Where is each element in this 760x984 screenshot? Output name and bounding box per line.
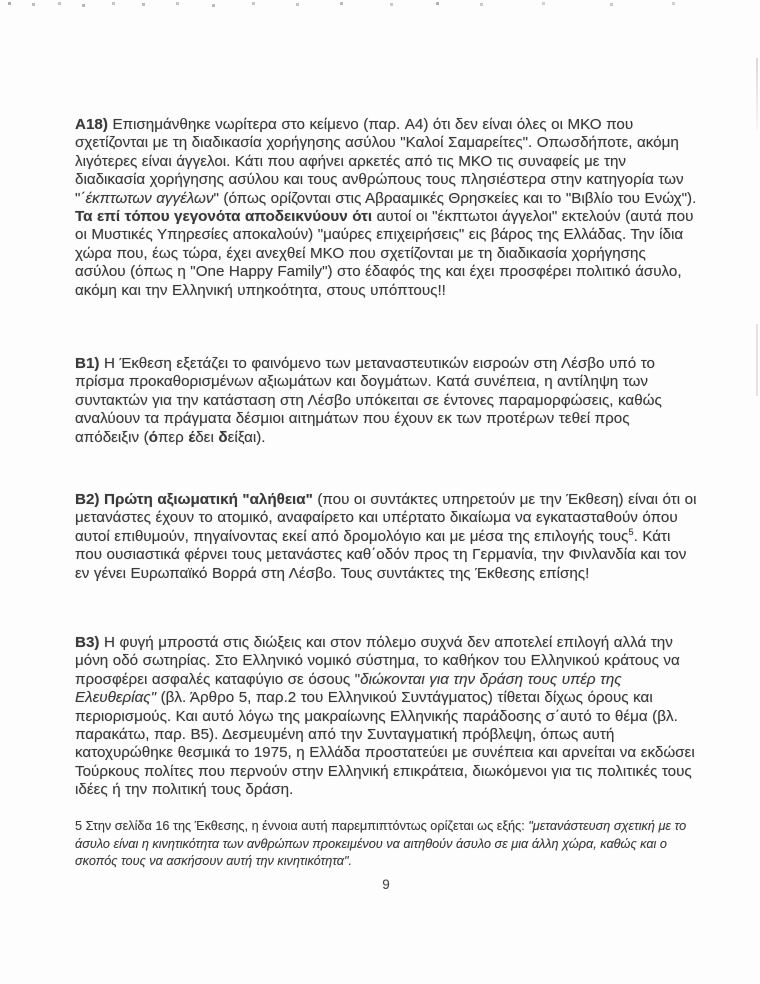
text-segment-normal: δει — [195, 428, 219, 446]
text-segment-normal: αυτοί οι "έκπτωτοι άγγελοι" εκτελούν (αυτά που οι Μυστικές Υπηρεσίες αποκαλούν) "μαύρες επιχειρήσεις" εις βάρος της Ελλάδας. Την ίδια χώρα που, έως τώρα, έχει ανεχθεί ΜΚΟ που σχετίζονται με τη διαδικασία χορήγησης ασύλου (όπως η "One Happy Family") στο έδαφός της και έχει προσφέρει πολιτικό άσυλο, ακόμη και την Ελληνική υπηκοότητα, στους υπόπτους!! — [75, 208, 694, 299]
text-segment-bold: B1) — [75, 355, 100, 372]
text-segment-normal: Η Έκθεση εξετάζει το φαινόμενο των μεταναστευτικών εισροών στη Λέσβο υπό το πρίσμα προκαθορισμένων αξιωμάτων και δογμάτων. Κατά συνέπεια, η αντίληψη των συντακτών για την κατάσταση στη Λέσβο υπόκειται σε έντονες παραμορφώσεις, καθώς αναλύουν τα πράγματα δέσμιοι αιτημάτων που έχουν εκ των προτέρων τεθεί προς απόδειξιν ( — [75, 355, 662, 446]
paragraph-a18 — [75, 116, 697, 300]
paragraph-b1 — [75, 355, 697, 447]
text-segment-normal: (βλ. Άρθρο 5, παρ.2 του Ελληνικού Συντάγματος) τίθεται δίχως όρους και περιορισμούς. Και αυτό λόγω της μακραίωνης Ελληνικής παράδοσης σ΄αυτό το θέμα (βλ. παρακάτω, παρ. B5). Δεσμευμένη από την Συνταγματική πρόβλεψη, όπως αυτή κατοχυρώθηκε θεσμικά το 1975, η Ελλάδα προστατεύει με συνέπεια και αρνείται να εκδώσει Τούρκους πολίτες που περνούν στην Ελληνική επικράτεια, διωκόμενοι για τις πολιτικές τους ιδέες ή την πολιτική τους δράση. — [75, 689, 695, 799]
text-segment-italic: "μετανάστευση σχετική με το άσυλο είναι η κινητικότητα των ανθρώπων προκειμένου να αιτηθούν άσυλο σε μια άλλη χώρα, καθώς και ο σκοπός τους να ασκήσουν αυτή την κινητικότητα". — [75, 819, 687, 869]
text-segment-normal: Επισημάνθηκε νωρίτερα στο κείμενο (παρ. A4) ότι δεν είναι όλες οι ΜΚΟ που σχετίζονται με τη διαδικασία χορήγησης ασύλου "Καλοί Σαμαρείτες". Οπωσδήποτε, ακόμη λιγότερες είναι άγγελοι. Κάτι που αφήνει αρκετές από τις ΜΚΟ τις συναφείς με την διαδικασία χορήγησης ασύλου και τους ανθρώπους τους πλησιέστερα στην κατηγορία των " — [75, 116, 684, 207]
text-segment-normal: είξαι). — [227, 428, 266, 446]
paragraph-b3 — [75, 634, 697, 800]
text-segment-sup: 5 — [628, 525, 634, 537]
text-segment-bold: B2) Πρώτη αξιωματική "αλήθεια" — [75, 491, 313, 508]
text-segment-bold: A18) — [75, 116, 108, 133]
text-segment-normal: περ — [157, 428, 189, 446]
text-segment-italic: ΄έκπτωτων αγγέλων — [80, 189, 214, 207]
text-segment-normal: . Κάτι που ουσιαστικά φέρνει τους μετανάστες καθ΄οδόν προς τη Γερμανία, την Φινλανδία και τον εν γένει Ευρωπαϊκό Βορρά στη Λέσβο. Τους συντάκτες της Έκθεσης επίσης! — [75, 527, 687, 582]
text-segment-italic: διώκονται για την δράση τους υπέρ της Ελευθερίας" — [75, 670, 622, 707]
page-number: 9 — [382, 877, 390, 892]
text-segment-normal: " (όπως ορίζονται στις Αβρααμικές Θρησκείες και το "Βιβλίο του Ενώχ"). — [213, 189, 697, 207]
text-segment-bold: έ — [188, 428, 196, 446]
paragraph-b2 — [75, 491, 697, 583]
text-segment-bold: δ — [218, 428, 228, 446]
text-segment-bold: B3) — [75, 634, 100, 651]
text-segment-normal: 5 Στην σελίδα 16 της Έκθεσης, η έννοια αυτή παρεμπιπτόντως ορίζεται ως εξής: — [75, 819, 529, 833]
text-segment-normal: (που οι συντάκτες υπηρετούν με την Έκθεση) είναι ότι οι μετανάστες έχουν το ατομικό, αναφαίρετο και υπέρτατο δικαίωμα να εγκατασταθούν όπου αυτοί επιθυμούν, πηγαίνοντας εκεί από δρομολόγιο και με μέσα της επιλογής τους — [75, 491, 697, 545]
text-segment-bold: ό — [148, 428, 158, 446]
footnote-5 — [75, 818, 701, 871]
text-segment-bold: Τα επί τόπου γεγονότα αποδεικνύουν ότι — [75, 208, 373, 226]
text-segment-normal: Η φυγή μπροστά στις διώξεις και στον πόλεμο συχνά δεν αποτελεί επιλογή αλλά την μόνη οδό σωτηρίας. Στο Ελληνικό νομικό σύστημα, το καθήκον του Ελληνικού κράτους να προσφέρει ασφαλές καταφύγιο σε όσους " — [75, 634, 680, 688]
